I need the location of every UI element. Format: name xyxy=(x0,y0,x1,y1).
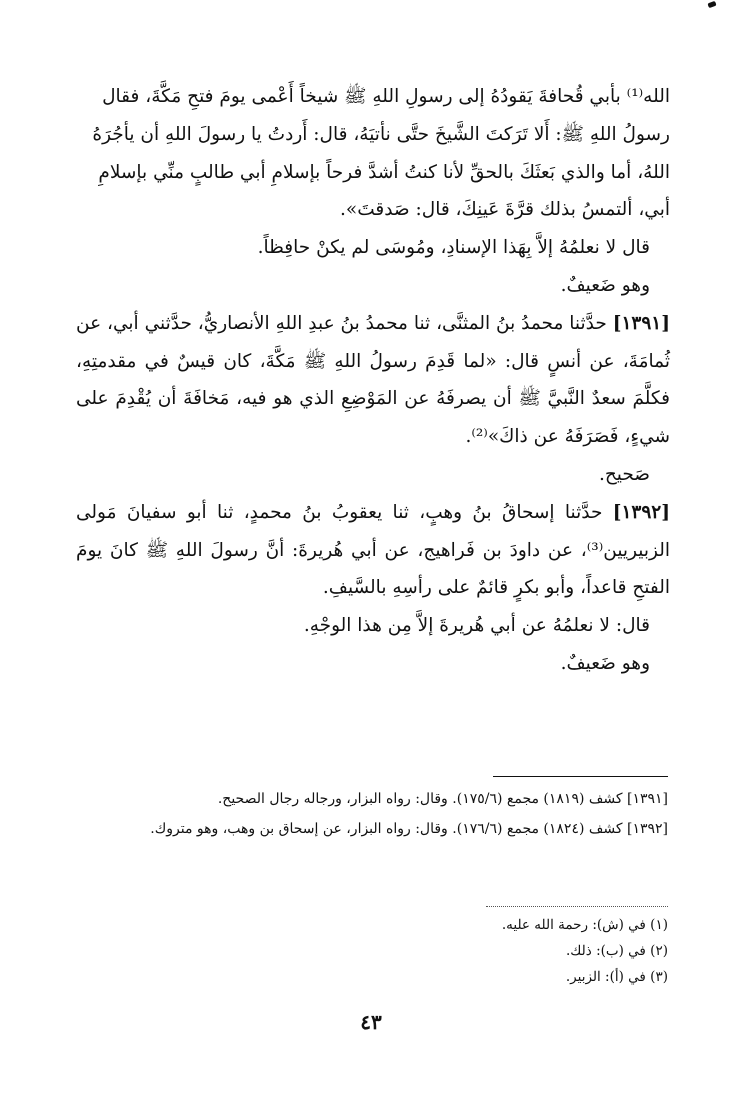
grade-line: صَحيح. xyxy=(598,463,650,485)
hadith-1392 xyxy=(76,494,670,607)
narrator-remark: قال لا نعلمُهُ إلاَّ بِهَذا الإسنادِ، ومُوسَى لم يكنْ حافِظاً. xyxy=(257,237,650,259)
text-line: رسولُ اللهِ ﷺ: أَلا تَرَكتَ الشَّيخَ حتَّى نأتيَهُ، قال: أَردتُ يا رسولَ اللهِ أن يأجُرَهُ xyxy=(92,123,670,145)
dotted-divider xyxy=(486,906,668,907)
footnotes-section xyxy=(400,912,668,990)
grade-line: وهو ضَعيفٌ. xyxy=(560,652,650,674)
hadith-text: حدَّثنا إسحاقُ بنُ وهبٍ، ثنا يعقوبُ بنُ محمدٍ، ثنا أبو سفيانَ مَولى الزبيريين⁽³⁾، عن داودَ بن فَراهيج، عن أبي هُريرةَ: أنَّ رسولَ اللهِ ﷺ كانَ يومَ الفتحِ قاعداً، وأبو بكرٍ قائمٌ على رأسِهِ بالسَّيفِ. xyxy=(76,501,670,599)
footnote: (١) في (ش): رحمة الله عليه. xyxy=(501,917,668,933)
hadith-text: حدَّثنا محمدُ بنُ المثنَّى، ثنا محمدُ بنُ عبدِ اللهِ الأنصاريُّ، حدَّثني أبي، عن ثُمامَةَ، عن أنسٍ قال: «لما قَدِمَ رسولُ اللهِ ﷺ مَكَّةَ، كان قيسٌ في مقدمتِهِ، فكلَّمَ سعدٌ النَّبيَّ ﷺ أن يصرفَهُ عن المَوْضِعِ الذي هو فيه، مَخافَةَ أن يُقْدِمَ على شيءٍ، فَصَرَفَهُ عن ذاكَ»⁽²⁾. xyxy=(76,312,670,448)
ink-mark xyxy=(707,1,716,8)
reference-entry: [١٣٩١] كشف (١٨١٩) مجمع (١٧٥/٦). وقال: رواه البزار، ورجاله رجال الصحيح. xyxy=(217,791,668,807)
footnote: (٣) في (أ): الزبير. xyxy=(565,969,668,985)
narrator-remark: قال: لا نعلمُهُ عن أبي هُريرةَ إلاَّ مِن هذا الوجْهِ. xyxy=(303,615,650,637)
hadith-1391 xyxy=(76,305,670,456)
hadith-number: [١٣٩٢] xyxy=(612,501,670,523)
divider xyxy=(493,776,668,777)
main-text xyxy=(76,78,670,683)
text-line: اللهُ، أما والذي بَعثَكَ بالحقِّ لأنا كنتُ أشدَّ فرحاً بإسلامِ أبي طالبٍ منِّي بإسلامِ xyxy=(98,161,670,183)
text-line: الله⁽¹⁾ بأبي قُحافةَ يَقودُهُ إلى رسولِ اللهِ ﷺ شيخاً أَعْمى يومَ فتحِ مَكَّةَ، فقال xyxy=(102,86,670,107)
footnote: (٢) في (ب): ذلك. xyxy=(566,943,668,959)
text-line: أبي، ألتمسُ بذلك قرَّةَ عَينِكَ، قال: صَدقتَ». xyxy=(340,199,670,221)
page-number: ٤٣ xyxy=(360,1010,382,1034)
reference-entry: [١٣٩٢] كشف (١٨٢٤) مجمع (١٧٦/٦). وقال: رواه البزار، عن إسحاق بن وهب، وهو متروك. xyxy=(150,821,668,837)
references-section xyxy=(64,786,668,843)
grade-line: وهو ضَعيفٌ. xyxy=(560,274,650,296)
hadith-number: [١٣٩١] xyxy=(612,312,670,334)
